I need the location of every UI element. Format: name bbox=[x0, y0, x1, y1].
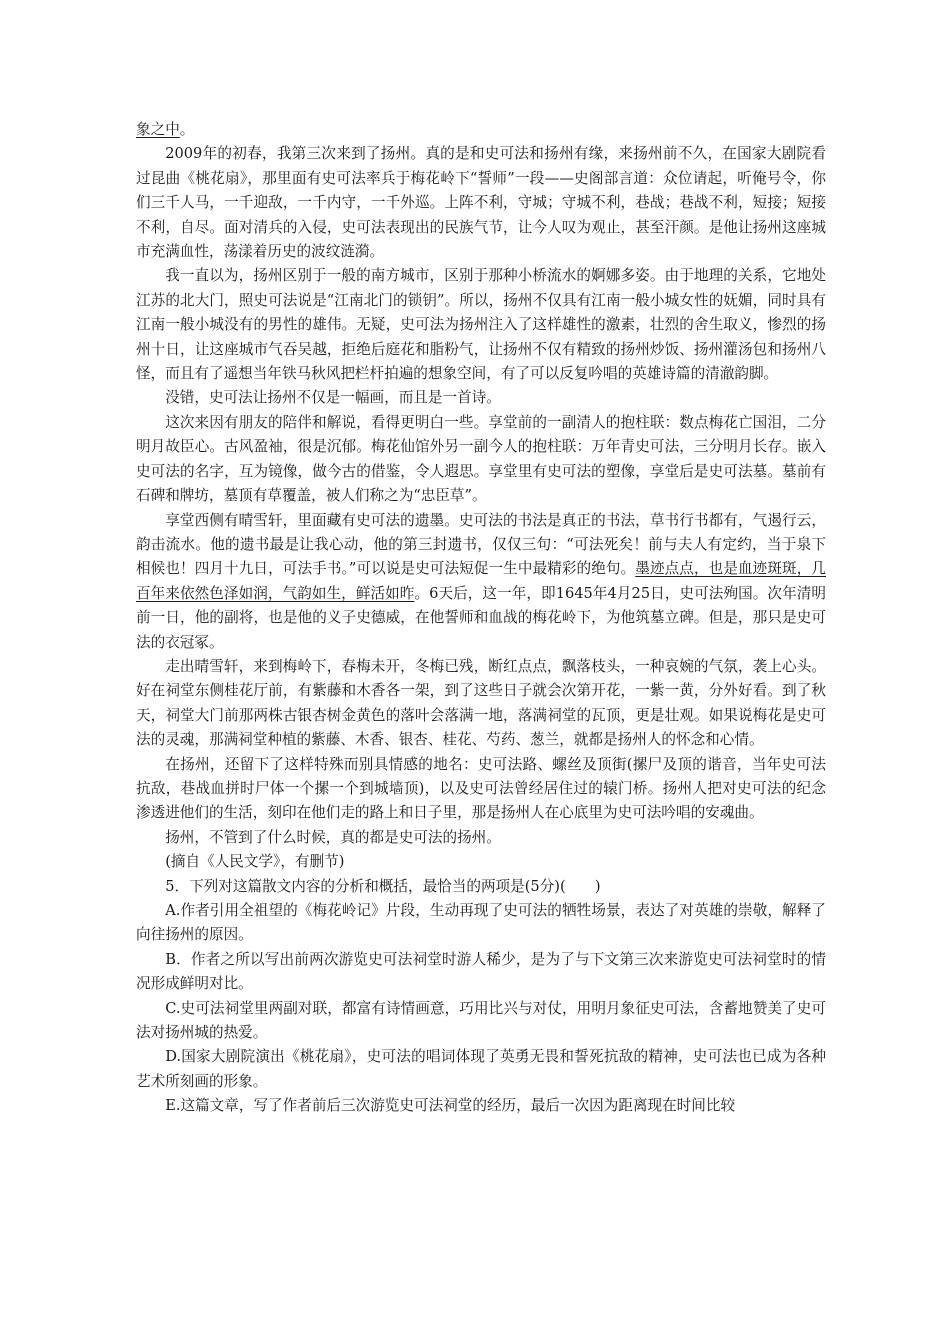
paragraph-5 bbox=[136, 509, 826, 655]
option-b: B．作者之所以写出前两次游览史可法祠堂时游人稀少，是为了与下文第三次来游览史可法祠堂时的情况形成鲜明对比。 bbox=[136, 950, 826, 993]
paragraph-5-part-a: 享堂西侧有晴雪轩，里面藏有史可法的遗墨。史可法的书法是真正的书法，草书行书都有，气遏行云，韵击流水。他的遗书最是让我心动，他的第三封遗书，仅仅三句：“可法死矣！前与夫人有定约，当于泉下相候也！四月十九日，可法手书。”可以说是史可法短促一生中最精彩的绝句。 bbox=[136, 511, 826, 578]
opening-line bbox=[136, 118, 826, 142]
paragraph-5-part-b: 。6天后，这一年，即1645年4月25日，史可法殉国。次年清明前一日，他的副将，也是他的义子史德威，在他誓师和血战的梅花岭下，为他筑墓立碑。但是，那只是史可法的衣冠冢。 bbox=[136, 584, 826, 651]
paragraph-7: 在扬州，还留下了这样特殊而别具情感的地名：史可法路、螺丝及顶街(摞尸及顶的谐音，当年史可法抗敌，巷战血拼时尸体一个摞一个到城墙顶)，以及史可法曾经居住过的辕门桥。扬州人把对史可法的纪念渗透进他们的生活，刻印在他们走的路上和日子里，那是扬州人在心底里为史可法吟唱的安魂曲。 bbox=[136, 755, 826, 822]
paragraph-2: 我一直以为，扬州区别于一般的南方城市，区别于那种小桥流水的婀娜多姿。由于地理的关系，它地处江苏的北大门，照史可法说是“江南北门的锁钥”。所以，扬州不仅具有江南一般小城女性的妩媚，同时具有江南一般小城没有的男性的雄伟。无疑，史可法为扬州注入了这样雄性的激素，壮烈的舍生取义，惨烈的扬州十日，让这座城市气吞吴越，拒绝后庭花和脂粉气，让扬州不仅有精致的扬州炒饭、扬州灌汤包和扬州八怪，而且有了遥想当年铁马秋风把栏杆拍遍的想象空间，有了可以反复吟唱的英雄诗篇的清澈韵脚。 bbox=[136, 267, 826, 383]
document-page bbox=[136, 118, 826, 1119]
option-a: A.作者引用全祖望的《梅花岭记》片段，生动再现了史可法的牺牲场景，表达了对英雄的崇敬，解释了向往扬州的原因。 bbox=[136, 902, 826, 944]
option-e: E.这篇文章，写了作者前后三次游览史可法祠堂的经历，最后一次因为距离现在时间比较 bbox=[165, 1097, 736, 1115]
underlined-text: 象之中 bbox=[136, 121, 180, 138]
paragraph-4: 这次来因有朋友的陪伴和解说，看得更明白一些。享堂前的一副清人的抱柱联：数点梅花亡国泪，二分明月故臣心。古风盈袖，很是沉郁。梅花仙馆外另一副今人的抱柱联：万年青史可法，三分明月长存。嵌入史可法的名字，互为镜像，做今古的借鉴，令人遐思。享堂里有史可法的塑像，享堂后是史可法墓。墓前有石碑和牌坊，墓顶有草覆盖，被人们称之为“忠臣草”。 bbox=[136, 413, 826, 505]
option-c: C.史可法祠堂里两副对联，都富有诗情画意，巧用比兴与对仗，用明月象征史可法，含蓄地赞美了史可法对扬州城的热爱。 bbox=[136, 999, 826, 1042]
source-note: (摘自《人民文学》，有删节) bbox=[165, 853, 345, 871]
underlined-sentence: 墨迹点点，也是血迹斑斑，几百年来依然色泽如润，气韵如生，鲜活如昨 bbox=[136, 560, 826, 602]
paragraph-6: 走出晴雪轩，来到梅岭下，春梅未开，冬梅已残，断红点点，飘落枝头，一种哀婉的气氛，袭上心头。好在祠堂东侧桂花厅前，有紫藤和木香各一架，到了这些日子就会次第开花，一紫一黄，分外好看。到了秋天，祠堂大门前那两株古银杏树金黄色的落叶会落满一地，落满祠堂的瓦顶，更是壮观。如果说梅花是史可法的灵魂，那满祠堂种植的紫藤、木香、银杏、桂花、芍药、葱兰，就都是扬州人的怀念和心情。 bbox=[136, 657, 826, 749]
option-d: D.国家大剧院演出《桃花扇》，史可法的唱词体现了英勇无畏和誓死抗敌的精神，史可法也已成为各种艺术所刻画的形象。 bbox=[136, 1048, 826, 1090]
question-stem: 5．下列对这篇散文内容的分析和概括，最恰当的两项是(5分)( ) bbox=[165, 877, 601, 895]
punctuation: 。 bbox=[179, 121, 195, 138]
paragraph-8: 扬州，不管到了什么时候，真的都是史可法的扬州。 bbox=[165, 828, 501, 846]
paragraph-3: 没错，史可法让扬州不仅是一幅画，而且是一首诗。 bbox=[165, 389, 501, 407]
paragraph-1: 2009年的初春，我第三次来到了扬州。真的是和史可法和扬州有缘，来扬州前不久，在国家大剧院看过昆曲《桃花扇》，那里面有史可法率兵于梅花岭下“誓师”一段——史阁部言道：众位请起，听俺号令，你们三千人马，一千迎敌，一千内守，一千外巡。上阵不利，守城；守城不利，巷战；巷战不利，短接；短接不利，自尽。面对清兵的入侵，史可法表现出的民族气节，让今人叹为观止，甚至汗颜。是他让扬州这座城市充满血性，荡漾着历史的波纹涟漪。 bbox=[136, 145, 826, 261]
